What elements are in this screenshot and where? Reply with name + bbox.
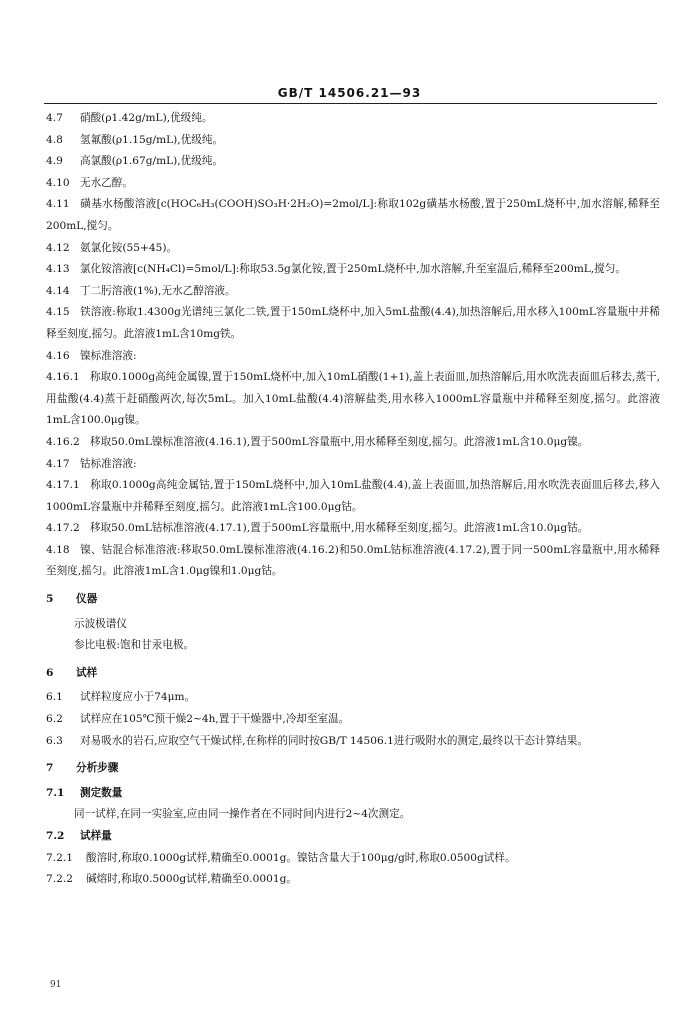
clause-4-12: 4.12 氨氯化铵(55+45)。 [46,241,178,254]
clause-4-11: 4.11 磺基水杨酸溶液[c(HOC₆H₃(COOH)SO₃H·2H₂O)=2mol/L]:称取102g磺基水杨酸,置于250mL烧杯中,加水溶解,稀释至200mL,搅匀。 [46,198,660,232]
clause-6-3: 6.3 对易吸水的岩石,应取空气干燥试样,在称样的同时按GB/T 14506.1进行吸附水的测定,最终以干态计算结果。 [46,734,588,747]
clause-4-18: 4.18 镍、钴混合标准溶液:移取50.0mL镍标准溶液(4.16.2)和50.0mL钴标准溶液(4.17.2),置于同一500mL容量瓶中,用水稀释至刻度,摇匀。此溶液1mL含1.0μg镍和1.0μg钴。 [46,543,660,578]
page-header: GB/T 14506.21—93 [277,86,422,100]
clause-4-17-1: 4.17.1 称取0.1000g高纯金属钴,置于150mL烧杯中,加入10mL盐酸(4.4),盖上表面皿,加热溶解后,用水吹洗表面皿后移去,移入1000mL容量瓶中并稀释至刻度,摇匀。此溶液1mL含100.0μg钴。 [46,479,660,513]
clause-7-2-2: 7.2.2 碱熔时,称取0.5000g试样,精确至0.0001g。 [46,873,297,886]
clause-4-16-1: 4.16.1 称取0.1000g高纯金属镍,置于150mL烧杯中,加入10mL硝酸(1+1),盖上表面皿,加热溶解后,用水吹洗表面皿后移去,蒸干,用盐酸(4.4)蒸干赶硝酸两次,每次5mL。加入10mL盐酸(4.4)溶解盐类,用水移入1000mL容量瓶中并稀释至刻度,摇匀。此溶液1mL含100.0μg镍。 [46,371,660,427]
page-number: 91 [50,980,62,990]
clause-7-2-1: 7.2.1 酸溶时,称取0.1000g试样,精确至0.0001g。镍钴含量大于100μg/g时,称取0.0500g试样。 [46,851,516,864]
section-7-heading: 7 分析步骤 [46,762,119,775]
header-rule [44,103,657,104]
clause-4-17-2: 4.17.2 移取50.0mL钴标准溶液(4.17.1),置于500mL容量瓶中,用水稀释至刻度,摇匀。此溶液1mL含10.0μg钴。 [46,522,589,535]
clause-4-17: 4.17 钴标准溶液: [46,457,137,470]
clause-7-1-text: 同一试样,在同一实验室,应由同一操作者在不同时间内进行2~4次测定。 [74,808,411,821]
instrument-line: 示波极谱仪 [74,617,127,630]
section-6-heading: 6 试样 [46,666,98,679]
clause-4-10: 4.10 无水乙醇。 [46,176,133,189]
page-content [46,108,660,891]
clause-4-15: 4.15 铁溶液:称取1.4300g光谱纯三氯化二铁,置于150mL烧杯中,加入5mL盐酸(4.4),加热溶解后,用水移入100mL容量瓶中并稀释至刻度,摇匀。此溶液1mL含10mg铁。 [46,306,660,340]
clause-4-7: 4.7 硝酸(ρ1.42g/mL),优级纯。 [46,112,213,124]
clause-4-16-2: 4.16.2 移取50.0mL镍标准溶液(4.16.1),置于500mL容量瓶中,用水稀释至刻度,摇匀。此溶液1mL含10.0μg镍。 [46,435,589,448]
instrument-line: 参比电极:饱和甘汞电极。 [74,639,195,652]
clause-4-13: 4.13 氯化铵溶液[c(NH₄Cl)=5mol/L]:称取53.5g氯化铵,置于250mL烧杯中,加水溶解,升至室温后,稀释至200mL,搅匀。 [46,263,626,276]
clause-4-14: 4.14 丁二肟溶液(1%),无水乙醇溶液。 [46,284,236,297]
clause-4-9: 4.9 高氯酸(ρ1.67g/mL),优级纯。 [46,155,224,168]
clause-7-2-heading: 7.2 试样量 [46,830,112,842]
section-5-heading: 5 仪器 [46,593,98,606]
clause-6-2: 6.2 试样应在105℃预干燥2~4h,置于干燥器中,冷却至室温。 [46,713,350,726]
clause-4-8: 4.8 氢氟酸(ρ1.15g/mL),优级纯。 [46,133,224,146]
clause-6-1: 6.1 试样粒度应小于74μm。 [46,691,196,704]
clause-7-1-heading: 7.1 测定数量 [46,786,123,799]
clause-4-16: 4.16 镍标准溶液: [46,349,137,362]
